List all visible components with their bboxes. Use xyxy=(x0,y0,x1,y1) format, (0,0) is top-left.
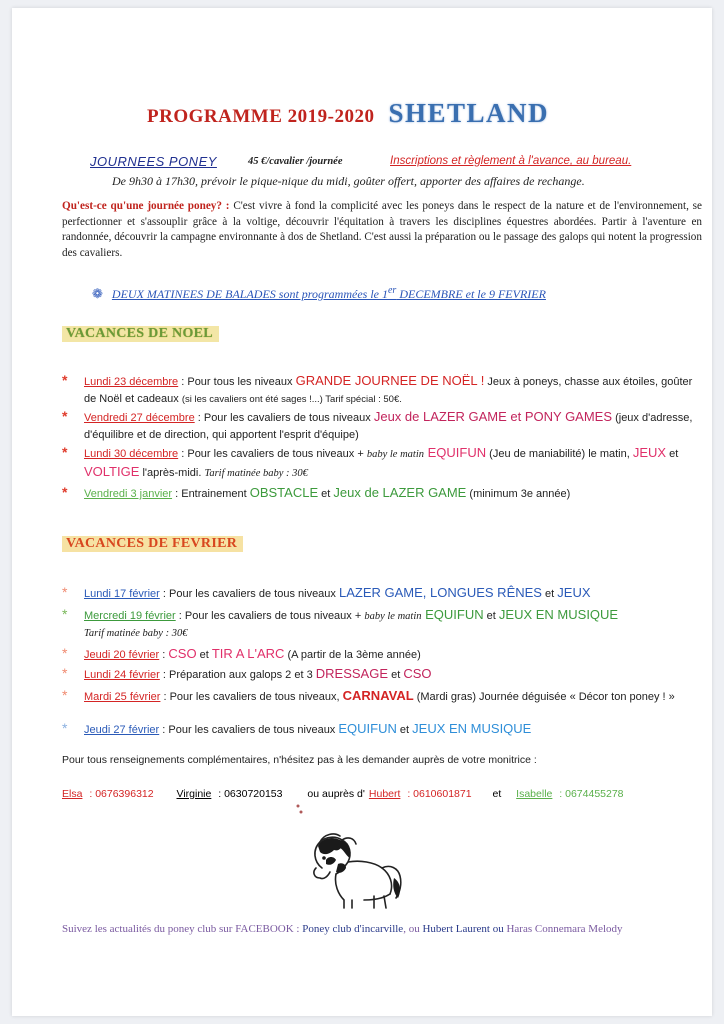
contact-name: Elsa xyxy=(62,788,83,800)
footer-link-hubert[interactable]: Hubert Laurent xyxy=(422,923,490,935)
item-highlight: Jeux de LAZER GAME xyxy=(333,485,467,500)
fevrier-item xyxy=(62,606,702,642)
intro-text: C'est vivre à fond la complicité avec les poneys dans le respect de la nature et de l'environnement, se perfectionner et s'assouplir grâce à la voltige, découvrir l'équitation à travers les disciplines équestres abordées. Partir à l'aventure en randonnée, découvrir la campagne environnante à dos de Shetland. C'est aussi la préparation ou le passage des galops qui notent la progression des cavaliers. xyxy=(62,200,702,259)
noel-item xyxy=(62,444,702,482)
contacts-line xyxy=(62,788,702,800)
intro-paragraph xyxy=(62,199,702,261)
noel-item xyxy=(62,484,702,503)
item-text: : Pour les cavaliers de tous niveaux xyxy=(159,588,339,600)
item-text: (A partir de la 3ème année) xyxy=(284,649,421,661)
contact-phone: : 0610601871 xyxy=(404,788,472,800)
flower-icon: ❁ xyxy=(92,286,103,301)
contact-phone: : 0674455278 xyxy=(556,788,624,800)
item-text: : Préparation aux galops 2 et 3 xyxy=(159,669,316,681)
asterisk-icon: * xyxy=(62,720,68,736)
asterisk-icon: * xyxy=(62,408,68,424)
journees-label: JOURNEES PONEY xyxy=(90,154,217,169)
item-highlight: CSO xyxy=(168,646,197,661)
item-text: (si les cavaliers ont été sages !...) xyxy=(181,394,323,405)
pony-drawing-icon xyxy=(304,828,414,913)
footer-link-haras[interactable]: Haras Connemara Melody xyxy=(506,923,623,935)
item-highlight: Jeux de LAZER GAME et PONY GAMES xyxy=(373,409,613,424)
item-highlight: LAZER GAME, LONGUES RÊNES xyxy=(338,585,542,600)
fevrier-item xyxy=(62,687,702,706)
item-highlight: EQUIFUN xyxy=(421,607,484,622)
item-script: baby le matin xyxy=(364,611,422,622)
page-title xyxy=(147,98,549,129)
item-highlight: JEUX xyxy=(632,445,667,460)
item-highlight: OBSTACLE xyxy=(249,485,319,500)
item-text: et xyxy=(483,610,499,622)
intro-question: Qu'est-ce qu'une journée poney? : xyxy=(62,200,230,212)
contact-phone: : 0676396312 xyxy=(86,788,154,800)
contact-name: Virginie xyxy=(176,788,212,800)
footer-text: , ou xyxy=(403,923,423,935)
contact-or: ou auprès d' xyxy=(307,788,365,800)
item-text: : Pour les cavaliers de tous niveaux xyxy=(194,412,374,424)
journees-price: 45 €/cavalier /journée xyxy=(248,156,343,167)
contact-isabelle xyxy=(516,788,627,800)
asterisk-icon: * xyxy=(62,484,68,500)
item-text: l'après-midi. xyxy=(139,467,205,479)
fevrier-heading: VACANCES DE FEVRIER xyxy=(62,536,243,552)
noel-item xyxy=(62,372,702,408)
matinees-sup: er xyxy=(387,285,397,296)
item-text: et xyxy=(541,588,558,600)
fevrier-item xyxy=(62,584,702,603)
matinees-line xyxy=(92,285,546,302)
item-highlight: DRESSAGE xyxy=(315,666,389,681)
item-date: Lundi 23 décembre xyxy=(84,376,179,388)
item-script: Tarif matinée baby : 30€ xyxy=(204,468,308,479)
item-text: et xyxy=(396,724,413,736)
contact-name: Isabelle xyxy=(516,788,553,800)
document-page xyxy=(12,8,712,1016)
item-text: : xyxy=(159,649,169,661)
item-highlight: TIR A L'ARC xyxy=(211,646,285,661)
item-text: (jeux d'adresse, d'équilibre et de direction, qui apportent l'esprit d'équipe) xyxy=(84,412,693,441)
item-highlight: GRANDE JOURNEE DE NOËL ! xyxy=(295,373,485,388)
item-highlight: EQUIFUN xyxy=(423,445,487,460)
title-programme: PROGRAMME 2019-2020 xyxy=(147,106,375,127)
item-text: (Mardi gras) Journée déguisée « Décor ton poney ! » xyxy=(413,691,675,703)
contact-virginie xyxy=(177,788,287,800)
item-text: et xyxy=(318,488,334,500)
footer-text: Suivez les actualités du poney club sur FACEBOOK : xyxy=(62,923,303,935)
item-date: Vendredi 27 décembre xyxy=(84,412,195,424)
item-highlight: JEUX EN MUSIQUE xyxy=(412,721,532,736)
item-text: Jeux à poneys, chasse aux étoiles, goûter de Noël et cadeaux xyxy=(84,376,693,405)
footer-line xyxy=(62,923,623,935)
item-text: : Pour tous les niveaux xyxy=(178,376,296,388)
item-text: (minimum 3e année) xyxy=(466,488,571,500)
noel-heading: VACANCES DE NOEL xyxy=(62,326,219,342)
matinees-text-b: DECEMBRE et le 9 FEVRIER xyxy=(396,287,546,301)
item-text: (Jeu de maniabilité) le matin, xyxy=(486,448,633,460)
asterisk-icon: * xyxy=(62,606,68,622)
fevrier-item xyxy=(62,720,702,739)
item-highlight: CARNAVAL xyxy=(342,688,414,703)
item-highlight: VOLTIGE xyxy=(84,464,140,479)
title-shetland: SHETLAND xyxy=(388,98,549,128)
contact-elsa xyxy=(62,788,158,800)
asterisk-icon: * xyxy=(62,665,68,681)
item-date: Mercredi 19 février xyxy=(84,610,176,622)
info-line: Pour tous renseignements complémentaires, n'hésitez pas à les demander auprès de votre monitrice : xyxy=(62,754,537,766)
asterisk-icon: * xyxy=(62,444,68,460)
item-date: Lundi 17 février xyxy=(84,588,160,600)
fevrier-item xyxy=(62,645,702,664)
journees-hours: De 9h30 à 17h30, prévoir le pique-nique du midi, goûter offert, apporter des affaires de rechange. xyxy=(112,174,585,188)
contact-and: et xyxy=(492,788,502,800)
matinees-text-a: DEUX MATINEES DE BALADES sont programmées le 1 xyxy=(111,287,388,301)
footer-text: ou xyxy=(489,923,507,935)
item-date: Lundi 30 décembre xyxy=(84,448,179,460)
item-highlight: JEUX xyxy=(557,585,591,600)
contact-hubert xyxy=(369,788,476,800)
noel-item xyxy=(62,408,702,444)
asterisk-icon: * xyxy=(62,687,68,703)
item-text: : Pour les cavaliers de tous niveaux + xyxy=(175,610,365,622)
item-text: : Pour les cavaliers de tous niveaux, xyxy=(160,691,343,703)
item-highlight: JEUX EN MUSIQUE xyxy=(498,607,619,622)
matinees-text xyxy=(112,287,546,301)
item-date: Vendredi 3 janvier xyxy=(84,488,173,500)
item-script: Tarif matinée baby : 30€ xyxy=(84,628,188,639)
dots-icon xyxy=(295,803,307,815)
footer-link-poney-club[interactable]: Poney club d'incarville xyxy=(302,923,404,935)
contact-name: Hubert xyxy=(368,788,401,800)
item-text: et xyxy=(388,669,404,681)
asterisk-icon: * xyxy=(62,645,68,661)
item-date: Mardi 25 février xyxy=(84,691,161,703)
contact-phone: : 0630720153 xyxy=(215,788,283,800)
item-text: : Entrainement xyxy=(172,488,250,500)
asterisk-icon: * xyxy=(62,584,68,600)
item-date: Jeudi 20 février xyxy=(84,649,160,661)
item-script: baby le matin xyxy=(366,449,424,460)
item-text: et xyxy=(196,649,212,661)
item-text: : Pour les cavaliers de tous niveaux xyxy=(159,724,339,736)
item-highlight: EQUIFUN xyxy=(338,721,397,736)
item-text: : Pour les cavaliers de tous niveaux + xyxy=(178,448,367,460)
item-date: Lundi 24 février xyxy=(84,669,160,681)
item-highlight: CSO xyxy=(403,666,432,681)
asterisk-icon: * xyxy=(62,372,68,388)
item-date: Jeudi 27 février xyxy=(84,724,160,736)
journees-inscription: Inscriptions et règlement à l'avance, au bureau. xyxy=(390,155,632,167)
item-text: et xyxy=(666,448,679,460)
item-text: Tarif spécial : 50€. xyxy=(322,394,402,405)
fevrier-item xyxy=(62,665,702,684)
